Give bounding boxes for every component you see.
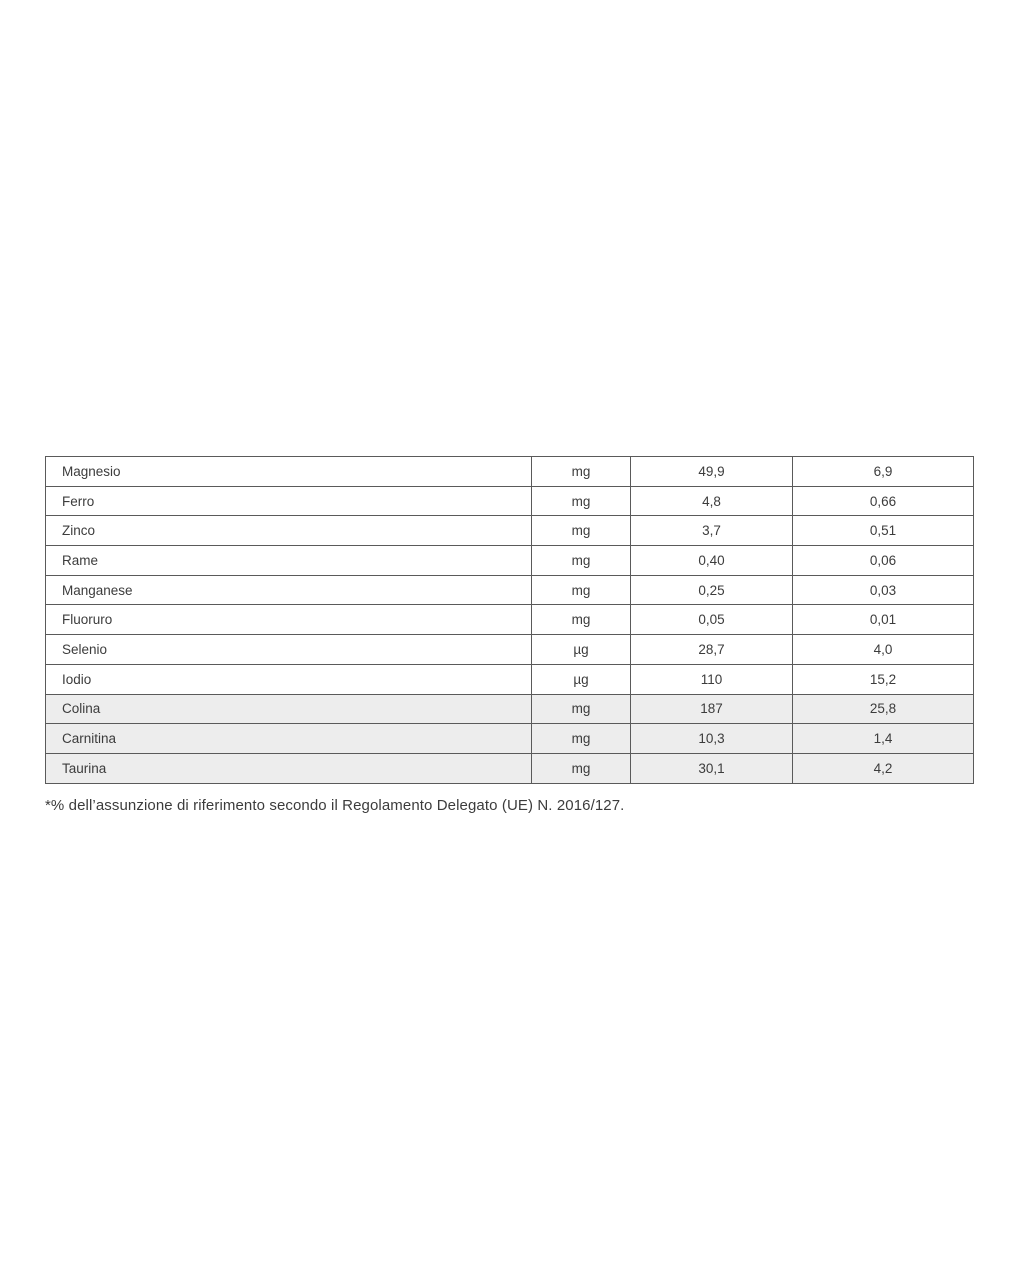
percent-ri-cell: 0,06 [793, 546, 974, 576]
table-row [46, 753, 974, 783]
nutrient-name-cell: Rame [46, 546, 532, 576]
table-row [46, 516, 974, 546]
amount-cell: 0,25 [631, 575, 793, 605]
percent-ri-cell: 0,66 [793, 486, 974, 516]
unit-cell: mg [532, 575, 631, 605]
reference-intake-footnote: *% dell’assunzione di riferimento secondo il Regolamento Delegato (UE) N. 2016/127. [45, 797, 625, 814]
percent-ri-cell: 25,8 [793, 694, 974, 724]
nutrient-name-cell: Taurina [46, 753, 532, 783]
table-row [46, 575, 974, 605]
nutrient-name-cell: Selenio [46, 635, 532, 665]
amount-cell: 28,7 [631, 635, 793, 665]
table-row [46, 546, 974, 576]
table-row [46, 457, 974, 487]
percent-ri-cell: 0,51 [793, 516, 974, 546]
percent-ri-cell: 0,03 [793, 575, 974, 605]
table-row [46, 664, 974, 694]
unit-cell: µg [532, 664, 631, 694]
unit-cell: mg [532, 546, 631, 576]
unit-cell: mg [532, 605, 631, 635]
amount-cell: 4,8 [631, 486, 793, 516]
nutrient-name-cell: Magnesio [46, 457, 532, 487]
unit-cell: mg [532, 457, 631, 487]
nutrition-table-body [46, 457, 974, 784]
unit-cell: µg [532, 635, 631, 665]
unit-cell: mg [532, 753, 631, 783]
percent-ri-cell: 0,01 [793, 605, 974, 635]
table-row [46, 605, 974, 635]
percent-ri-cell: 6,9 [793, 457, 974, 487]
percent-ri-cell: 4,0 [793, 635, 974, 665]
amount-cell: 10,3 [631, 724, 793, 754]
table-row [46, 694, 974, 724]
nutrient-name-cell: Zinco [46, 516, 532, 546]
nutrient-name-cell: Colina [46, 694, 532, 724]
table-row [46, 724, 974, 754]
amount-cell: 30,1 [631, 753, 793, 783]
nutrition-table [45, 456, 974, 784]
amount-cell: 187 [631, 694, 793, 724]
unit-cell: mg [532, 516, 631, 546]
nutrient-name-cell: Ferro [46, 486, 532, 516]
percent-ri-cell: 15,2 [793, 664, 974, 694]
percent-ri-cell: 1,4 [793, 724, 974, 754]
amount-cell: 3,7 [631, 516, 793, 546]
percent-ri-cell: 4,2 [793, 753, 974, 783]
amount-cell: 0,40 [631, 546, 793, 576]
amount-cell: 49,9 [631, 457, 793, 487]
nutrient-name-cell: Manganese [46, 575, 532, 605]
amount-cell: 0,05 [631, 605, 793, 635]
table-row [46, 486, 974, 516]
unit-cell: mg [532, 694, 631, 724]
table-row [46, 635, 974, 665]
nutrient-name-cell: Carnitina [46, 724, 532, 754]
nutrient-name-cell: Fluoruro [46, 605, 532, 635]
unit-cell: mg [532, 724, 631, 754]
amount-cell: 110 [631, 664, 793, 694]
unit-cell: mg [532, 486, 631, 516]
nutrient-name-cell: Iodio [46, 664, 532, 694]
